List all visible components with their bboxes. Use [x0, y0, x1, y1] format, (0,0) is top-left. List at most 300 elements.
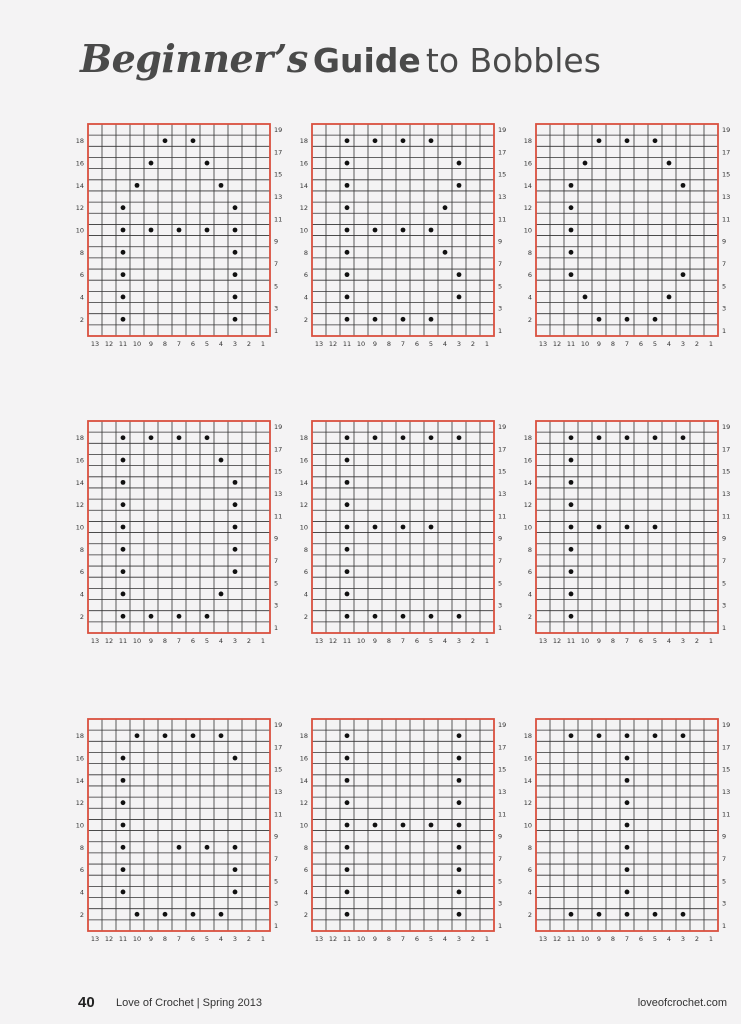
- magazine-credit: Love of Crochet | Spring 2013: [116, 997, 262, 1009]
- column-label: 2: [694, 340, 700, 348]
- bobble-dot: [681, 435, 686, 440]
- bobble-dot: [569, 592, 574, 597]
- bobble-dot: [233, 205, 238, 210]
- bobble-dot: [149, 435, 154, 440]
- row-label-right: 13: [274, 788, 283, 797]
- bobble-dot: [569, 733, 574, 738]
- row-label-left: 6: [79, 866, 84, 875]
- row-label-left: 2: [79, 910, 84, 919]
- bobble-dot: [345, 525, 350, 530]
- column-label: 3: [232, 935, 238, 943]
- bobble-dot: [401, 823, 406, 828]
- row-label-left: 16: [299, 754, 308, 763]
- row-label-right: 13: [498, 193, 507, 202]
- bobble-dot: [191, 733, 196, 738]
- column-label: 13: [538, 935, 548, 943]
- bobble-dot: [345, 867, 350, 872]
- bobble-dot: [401, 228, 406, 233]
- row-label-left: 12: [75, 204, 84, 213]
- row-label-right: 1: [274, 326, 279, 335]
- row-label-right: 17: [274, 743, 283, 752]
- bobble-dot: [149, 161, 154, 166]
- column-label: 3: [456, 935, 462, 943]
- row-label-left: 8: [303, 843, 308, 852]
- row-label-right: 7: [722, 556, 727, 565]
- column-label: 13: [314, 935, 324, 943]
- bobble-dot: [653, 435, 658, 440]
- bobble-dot: [625, 845, 630, 850]
- row-label-right: 15: [722, 467, 731, 476]
- bobble-dot: [121, 845, 126, 850]
- bobble-dot: [429, 823, 434, 828]
- row-label-left: 18: [523, 732, 532, 741]
- bobble-dot: [177, 845, 182, 850]
- column-label: 9: [372, 637, 378, 645]
- column-label: 9: [596, 637, 602, 645]
- row-label-left: 2: [527, 315, 532, 324]
- title-script: Beginner’s: [80, 36, 308, 81]
- bobble-dot: [373, 138, 378, 143]
- bobble-dot: [121, 525, 126, 530]
- bobble-dot: [233, 295, 238, 300]
- bobble-dot: [569, 480, 574, 485]
- bobble-dot: [569, 547, 574, 552]
- row-label-right: 9: [274, 832, 279, 841]
- bobble-dot: [205, 845, 210, 850]
- column-label: 9: [596, 340, 602, 348]
- bobble-dot: [191, 138, 196, 143]
- column-label: 1: [484, 637, 490, 645]
- row-label-right: 17: [722, 743, 731, 752]
- column-label: 3: [232, 637, 238, 645]
- bobble-dot: [345, 778, 350, 783]
- row-label-left: 6: [527, 271, 532, 280]
- bobble-dot: [401, 317, 406, 322]
- website-link[interactable]: loveofcrochet.com: [637, 997, 727, 1009]
- bobble-dot: [681, 912, 686, 917]
- column-label: 3: [232, 340, 238, 348]
- column-label: 4: [442, 637, 448, 645]
- row-label-right: 11: [722, 215, 731, 224]
- row-label-left: 8: [79, 843, 84, 852]
- row-label-right: 15: [498, 170, 507, 179]
- column-label: 2: [470, 935, 476, 943]
- row-label-right: 19: [722, 423, 731, 432]
- bobble-dot: [625, 733, 630, 738]
- row-label-right: 19: [722, 721, 731, 730]
- column-label: 2: [694, 637, 700, 645]
- column-label: 10: [580, 637, 590, 645]
- column-label: 8: [386, 340, 392, 348]
- column-label: 11: [118, 340, 128, 348]
- bobble-dot: [625, 800, 630, 805]
- row-label-left: 4: [527, 590, 532, 599]
- row-label-left: 18: [523, 434, 532, 443]
- bobble-dot: [345, 912, 350, 917]
- row-label-right: 1: [274, 623, 279, 632]
- bobble-dot: [625, 756, 630, 761]
- row-label-right: 3: [498, 601, 503, 610]
- row-label-left: 6: [527, 866, 532, 875]
- row-label-left: 16: [299, 159, 308, 168]
- row-label-left: 18: [75, 137, 84, 146]
- bobble-dot: [625, 525, 630, 530]
- row-label-right: 1: [498, 326, 503, 335]
- column-label: 6: [414, 935, 420, 943]
- row-label-right: 19: [274, 126, 283, 135]
- row-label-left: 12: [75, 501, 84, 510]
- column-label: 12: [104, 935, 114, 943]
- row-label-right: 5: [274, 282, 279, 291]
- column-label: 5: [652, 935, 658, 943]
- bobble-dot: [205, 435, 210, 440]
- row-label-left: 6: [79, 568, 84, 577]
- bobble-dot: [457, 435, 462, 440]
- bobble-dot: [429, 525, 434, 530]
- row-label-left: 8: [303, 248, 308, 257]
- page-number: 40: [78, 994, 95, 1011]
- row-label-left: 14: [75, 181, 84, 190]
- bobble-dot: [583, 161, 588, 166]
- bobble-dot: [429, 138, 434, 143]
- column-label: 5: [428, 340, 434, 348]
- bobble-dot: [597, 435, 602, 440]
- column-label: 3: [456, 637, 462, 645]
- row-label-right: 1: [722, 921, 727, 930]
- row-label-right: 5: [722, 579, 727, 588]
- row-label-right: 9: [498, 534, 503, 543]
- column-label: 3: [680, 637, 686, 645]
- row-label-left: 18: [299, 732, 308, 741]
- bobble-dot: [233, 569, 238, 574]
- column-label: 6: [190, 637, 196, 645]
- bobble-dot: [121, 547, 126, 552]
- bobble-dot: [569, 205, 574, 210]
- bobble-dot: [345, 502, 350, 507]
- bobble-dot: [233, 317, 238, 322]
- row-label-right: 5: [722, 877, 727, 886]
- bobble-dot: [373, 614, 378, 619]
- row-label-right: 13: [498, 490, 507, 499]
- column-label: 13: [314, 340, 324, 348]
- title-bold: Guide: [312, 41, 421, 80]
- bobble-dot: [597, 525, 602, 530]
- bobble-dot: [345, 800, 350, 805]
- row-label-right: 19: [274, 721, 283, 730]
- column-label: 3: [456, 340, 462, 348]
- column-label: 9: [596, 935, 602, 943]
- column-label: 9: [372, 935, 378, 943]
- bobble-dot: [681, 272, 686, 277]
- row-label-left: 2: [79, 315, 84, 324]
- bobble-dot: [373, 823, 378, 828]
- column-label: 10: [132, 637, 142, 645]
- column-label: 2: [246, 935, 252, 943]
- row-label-right: 5: [498, 282, 503, 291]
- row-label-left: 12: [299, 799, 308, 808]
- row-label-left: 4: [79, 590, 84, 599]
- bobble-dot: [149, 228, 154, 233]
- bobble-dot: [233, 250, 238, 255]
- row-label-right: 13: [722, 490, 731, 499]
- row-label-right: 9: [498, 237, 503, 246]
- row-label-left: 4: [303, 590, 308, 599]
- row-label-left: 12: [523, 204, 532, 213]
- row-label-right: 3: [274, 601, 279, 610]
- column-label: 9: [372, 340, 378, 348]
- row-label-left: 10: [523, 226, 532, 235]
- row-label-left: 10: [75, 523, 84, 532]
- bobble-dot: [121, 502, 126, 507]
- bobble-dot: [233, 547, 238, 552]
- bobble-dot: [345, 295, 350, 300]
- row-label-right: 7: [498, 854, 503, 863]
- row-label-left: 8: [527, 545, 532, 554]
- row-label-right: 17: [274, 148, 283, 157]
- row-label-right: 7: [722, 259, 727, 268]
- row-label-right: 13: [274, 490, 283, 499]
- row-label-right: 19: [274, 423, 283, 432]
- column-label: 6: [638, 637, 644, 645]
- chart-f: [524, 421, 731, 645]
- bobble-dot: [597, 733, 602, 738]
- column-label: 7: [624, 340, 630, 348]
- bobble-dot: [205, 161, 210, 166]
- row-label-left: 16: [523, 456, 532, 465]
- bobble-dot: [457, 614, 462, 619]
- column-label: 4: [218, 637, 224, 645]
- bobble-dot: [121, 272, 126, 277]
- row-label-left: 6: [79, 271, 84, 280]
- bobble-dot: [345, 435, 350, 440]
- column-label: 4: [218, 340, 224, 348]
- column-label: 6: [190, 935, 196, 943]
- column-label: 4: [666, 340, 672, 348]
- column-label: 5: [428, 637, 434, 645]
- column-label: 5: [652, 340, 658, 348]
- bobble-dot: [681, 733, 686, 738]
- bobble-dot: [233, 867, 238, 872]
- bobble-dot: [121, 250, 126, 255]
- bobble-dot: [233, 845, 238, 850]
- bobble-dot: [191, 912, 196, 917]
- column-label: 6: [190, 340, 196, 348]
- column-label: 3: [680, 340, 686, 348]
- bobble-dot: [121, 205, 126, 210]
- bobble-dot: [625, 823, 630, 828]
- bobble-dot: [345, 228, 350, 233]
- bobble-dot: [219, 592, 224, 597]
- row-label-right: 1: [274, 921, 279, 930]
- bobble-dot: [569, 228, 574, 233]
- row-label-right: 13: [274, 193, 283, 202]
- bobble-dot: [443, 205, 448, 210]
- column-label: 2: [470, 340, 476, 348]
- row-label-right: 1: [722, 623, 727, 632]
- row-label-right: 19: [498, 126, 507, 135]
- column-label: 8: [162, 637, 168, 645]
- row-label-right: 17: [722, 148, 731, 157]
- row-label-left: 18: [75, 434, 84, 443]
- bobble-dot: [121, 890, 126, 895]
- row-label-right: 9: [498, 832, 503, 841]
- column-label: 1: [708, 637, 714, 645]
- bobble-dot: [345, 547, 350, 552]
- bobble-dot: [345, 823, 350, 828]
- chart-e: [300, 421, 507, 645]
- row-label-left: 12: [299, 204, 308, 213]
- bobble-dot: [219, 458, 224, 463]
- bobble-dot: [233, 525, 238, 530]
- bobble-dot: [583, 295, 588, 300]
- column-label: 10: [356, 637, 366, 645]
- column-label: 13: [314, 637, 324, 645]
- column-label: 1: [708, 340, 714, 348]
- bobble-dot: [373, 317, 378, 322]
- bobble-dot: [233, 228, 238, 233]
- column-label: 11: [342, 637, 352, 645]
- column-label: 8: [162, 340, 168, 348]
- bobble-dot: [205, 228, 210, 233]
- bobble-dot: [373, 525, 378, 530]
- column-label: 13: [90, 935, 100, 943]
- row-label-left: 8: [527, 248, 532, 257]
- bobble-dot: [345, 272, 350, 277]
- bobble-dot: [457, 295, 462, 300]
- bobble-dot: [653, 525, 658, 530]
- row-label-right: 5: [498, 579, 503, 588]
- column-label: 1: [260, 637, 266, 645]
- column-label: 5: [204, 340, 210, 348]
- bobble-dot: [429, 614, 434, 619]
- column-label: 10: [132, 935, 142, 943]
- row-label-right: 3: [274, 899, 279, 908]
- column-label: 12: [104, 637, 114, 645]
- row-label-right: 17: [722, 445, 731, 454]
- row-label-right: 15: [274, 170, 283, 179]
- bobble-dot: [597, 912, 602, 917]
- column-label: 13: [538, 340, 548, 348]
- row-label-left: 2: [79, 612, 84, 621]
- bobble-dot: [345, 480, 350, 485]
- bobble-dot: [135, 733, 140, 738]
- column-label: 1: [484, 340, 490, 348]
- column-label: 12: [552, 340, 562, 348]
- bobble-dot: [121, 228, 126, 233]
- bobble-dot: [569, 614, 574, 619]
- row-label-right: 5: [274, 877, 279, 886]
- bobble-dot: [569, 569, 574, 574]
- bobble-dot: [345, 138, 350, 143]
- bobble-dot: [219, 912, 224, 917]
- chart-d: [76, 421, 283, 645]
- column-label: 2: [246, 637, 252, 645]
- row-label-right: 11: [498, 810, 507, 819]
- column-label: 7: [176, 340, 182, 348]
- row-label-right: 15: [498, 765, 507, 774]
- column-label: 13: [90, 340, 100, 348]
- column-label: 11: [566, 340, 576, 348]
- row-label-right: 11: [498, 215, 507, 224]
- row-label-right: 15: [498, 467, 507, 476]
- row-label-left: 4: [79, 293, 84, 302]
- column-label: 11: [566, 637, 576, 645]
- row-label-right: 13: [498, 788, 507, 797]
- column-label: 7: [400, 935, 406, 943]
- bobble-dot: [233, 480, 238, 485]
- column-label: 9: [148, 935, 154, 943]
- bobble-dot: [233, 502, 238, 507]
- column-label: 12: [552, 637, 562, 645]
- bobble-dot: [205, 614, 210, 619]
- bobble-dot: [121, 458, 126, 463]
- column-label: 11: [118, 935, 128, 943]
- bobble-dot: [457, 183, 462, 188]
- row-label-left: 2: [303, 910, 308, 919]
- row-label-left: 2: [303, 315, 308, 324]
- column-label: 12: [328, 340, 338, 348]
- column-label: 7: [176, 637, 182, 645]
- column-label: 6: [414, 637, 420, 645]
- bobble-dot: [149, 614, 154, 619]
- row-label-right: 5: [498, 877, 503, 886]
- bobble-dot: [569, 912, 574, 917]
- bobble-dot: [373, 228, 378, 233]
- bobble-dot: [121, 800, 126, 805]
- bobble-dot: [121, 317, 126, 322]
- bobble-dot: [401, 525, 406, 530]
- row-label-right: 15: [274, 765, 283, 774]
- row-label-left: 8: [527, 843, 532, 852]
- row-label-left: 14: [75, 478, 84, 487]
- row-label-left: 12: [299, 501, 308, 510]
- row-label-left: 14: [523, 776, 532, 785]
- bobble-dot: [233, 756, 238, 761]
- bobble-dot: [121, 569, 126, 574]
- column-label: 3: [680, 935, 686, 943]
- row-label-left: 16: [75, 456, 84, 465]
- bobble-dot: [569, 435, 574, 440]
- row-label-left: 12: [523, 501, 532, 510]
- row-label-left: 12: [523, 799, 532, 808]
- row-label-right: 13: [722, 193, 731, 202]
- row-label-right: 5: [722, 282, 727, 291]
- bobble-dot: [457, 161, 462, 166]
- bobble-dot: [429, 435, 434, 440]
- bobble-dot: [345, 205, 350, 210]
- bobble-dot: [135, 912, 140, 917]
- row-label-left: 10: [299, 226, 308, 235]
- row-label-left: 10: [299, 821, 308, 830]
- row-label-right: 3: [274, 304, 279, 313]
- bobble-dot: [569, 183, 574, 188]
- row-label-right: 17: [498, 743, 507, 752]
- bobble-dot: [177, 614, 182, 619]
- row-label-right: 11: [722, 810, 731, 819]
- chart-g: [76, 719, 283, 943]
- row-label-left: 12: [75, 799, 84, 808]
- row-label-right: 1: [498, 921, 503, 930]
- column-label: 11: [566, 935, 576, 943]
- column-label: 1: [260, 340, 266, 348]
- row-label-left: 14: [523, 478, 532, 487]
- bobble-dot: [135, 183, 140, 188]
- row-label-right: 17: [498, 148, 507, 157]
- bobble-dot: [177, 435, 182, 440]
- row-label-left: 6: [303, 866, 308, 875]
- bobble-dot: [121, 778, 126, 783]
- column-label: 12: [328, 637, 338, 645]
